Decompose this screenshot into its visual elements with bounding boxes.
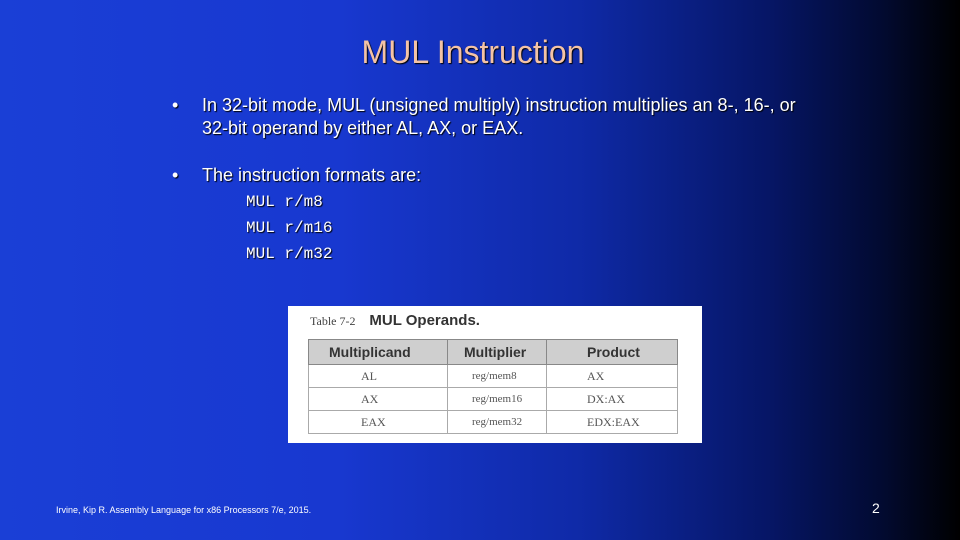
header-multiplicand: Multiplicand — [309, 340, 448, 365]
table-caption — [310, 312, 480, 329]
table-cell: AL — [309, 365, 448, 388]
bullet-text: In 32-bit mode, MUL (unsigned multiply) instruction multiplies an 8-, 16-, or 32-bit operand by either AL, AX, or EAX. — [202, 95, 796, 138]
mul-operands-table-figure — [288, 306, 702, 443]
header-product: Product — [547, 340, 678, 365]
code-line: MUL r/m8 — [246, 193, 323, 211]
bullet-item-mul-description — [172, 94, 812, 140]
slide-title: MUL Instruction — [361, 34, 585, 70]
bullet-list — [172, 94, 812, 267]
table-cell: AX — [309, 388, 448, 411]
table-cell: EAX — [309, 411, 448, 434]
bullet-icon: • — [172, 165, 179, 185]
instruction-formats — [246, 189, 812, 267]
code-line: MUL r/m32 — [246, 245, 333, 263]
footer-citation: Irvine, Kip R. Assembly Language for x86 Processors 7/e, 2015. — [56, 505, 312, 515]
table-caption-name: MUL Operands. — [369, 312, 480, 329]
table-cell: EDX:EAX — [547, 411, 678, 434]
mul-operands-table — [308, 339, 678, 434]
code-line: MUL r/m16 — [246, 219, 333, 237]
bullet-item-formats — [172, 164, 812, 187]
bullet-icon: • — [172, 95, 179, 115]
table-cell: reg/mem8 — [448, 365, 547, 388]
bullet-text: The instruction formats are: — [202, 165, 422, 185]
table-cell: reg/mem16 — [448, 388, 547, 411]
table-cell: DX:AX — [547, 388, 678, 411]
table-cell: AX — [547, 365, 678, 388]
table-row — [309, 388, 678, 411]
table-row — [309, 365, 678, 388]
table-caption-number: Table 7-2 — [310, 314, 356, 328]
table-cell: reg/mem32 — [448, 411, 547, 434]
table-row — [309, 411, 678, 434]
page-number: 2 — [872, 500, 880, 516]
table-header-row — [309, 340, 678, 365]
header-multiplier: Multiplier — [448, 340, 547, 365]
